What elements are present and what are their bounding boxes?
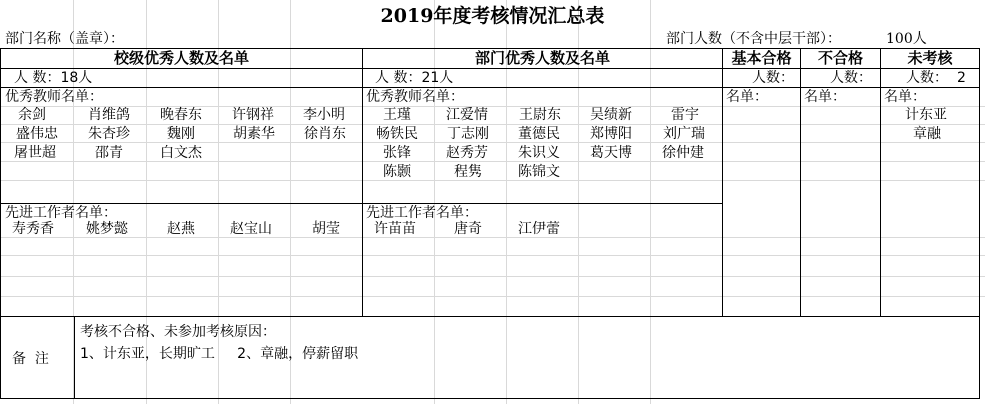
list-item: 赵秀芳 [446,145,488,161]
list-item: 胡莹 [312,221,340,237]
list-item: 徐仲建 [662,145,704,161]
remarks-line-1: 考核不合格、未参加考核原因： [80,324,276,340]
absent-count-label: 人数： [906,70,948,86]
list-item: 丁志刚 [447,126,489,142]
list-item: 晚春东 [160,107,202,123]
header-fail: 不合格 [817,49,863,67]
list-item: 江伊蕾 [518,221,560,237]
list-item: 盛伟忠 [16,126,58,142]
list-item: 郑博阳 [590,126,632,142]
school-teachers-label: 优秀教师名单： [5,89,103,105]
dept-teachers-label: 优秀教师名单： [366,89,464,105]
basic-count: 人数： [752,70,794,86]
list-item: 许钢祥 [232,107,274,123]
list-item: 张锋 [383,145,411,161]
list-item: 江爱情 [446,107,488,123]
list-item: 王瑾 [383,107,411,123]
list-item: 吴绩新 [590,107,632,123]
list-item: 陈颢 [383,164,411,180]
remarks-line-2: 1、计东亚，长期旷工 2、章融，停薪留职 [80,346,359,362]
list-item: 胡素华 [233,126,275,142]
header-basic: 基本合格 [731,49,792,67]
list-item: 赵宝山 [230,221,272,237]
list-item: 肖维鸽 [88,107,130,123]
list-item: 白文杰 [160,145,202,161]
header-dept: 部门优秀人数及名单 [474,49,610,67]
list-item: 姚梦懿 [86,221,128,237]
list-item: 陈锦文 [518,164,560,180]
list-item: 计东亚 [905,107,947,123]
list-item: 许苗苗 [374,221,416,237]
list-item: 董德民 [518,126,560,142]
header-absent: 未考核 [907,49,953,67]
fail-namelist-label: 名单： [804,89,846,105]
page-title: 2019年度考核情况汇总表 [380,5,605,27]
list-item: 葛天博 [590,145,632,161]
list-item: 朱识义 [518,145,560,161]
list-item: 王尉东 [519,107,561,123]
header-school: 校级优秀人数及名单 [113,49,249,67]
school-workers-label: 先进工作者名单： [5,205,117,221]
list-item: 程隽 [454,164,482,180]
list-item: 章融 [913,126,941,142]
list-item: 邵青 [95,145,123,161]
list-item: 屠世超 [14,145,56,161]
list-item: 魏刚 [167,126,195,142]
basic-namelist-label: 名单： [726,89,768,105]
dept-workers-label: 先进工作者名单： [366,205,478,221]
absent-count-value: 2 [957,70,966,86]
list-item: 赵燕 [167,221,195,237]
list-item: 寿秀香 [12,221,54,237]
dept-name-label: 部门名称（盖章）： [5,31,124,47]
list-item: 唐奇 [454,221,482,237]
remarks-label: 备 注 [12,351,49,367]
list-item: 雷宇 [671,107,699,123]
fail-count: 人数： [830,70,872,86]
list-item: 畅铁民 [376,126,418,142]
list-item: 刘广瑞 [663,126,705,142]
school-count: 人 数：18人 [14,70,93,86]
list-item: 徐肖东 [304,126,346,142]
list-item: 朱杏珍 [88,126,130,142]
list-item: 余剑 [18,107,46,123]
staff-count-label: 部门人数（不含中层干部）： [666,31,841,47]
list-item: 李小明 [303,107,345,123]
dept-count: 人 数：21人 [375,70,454,86]
absent-namelist-label: 名单： [884,89,926,105]
staff-count-value: 100人 [886,31,927,47]
